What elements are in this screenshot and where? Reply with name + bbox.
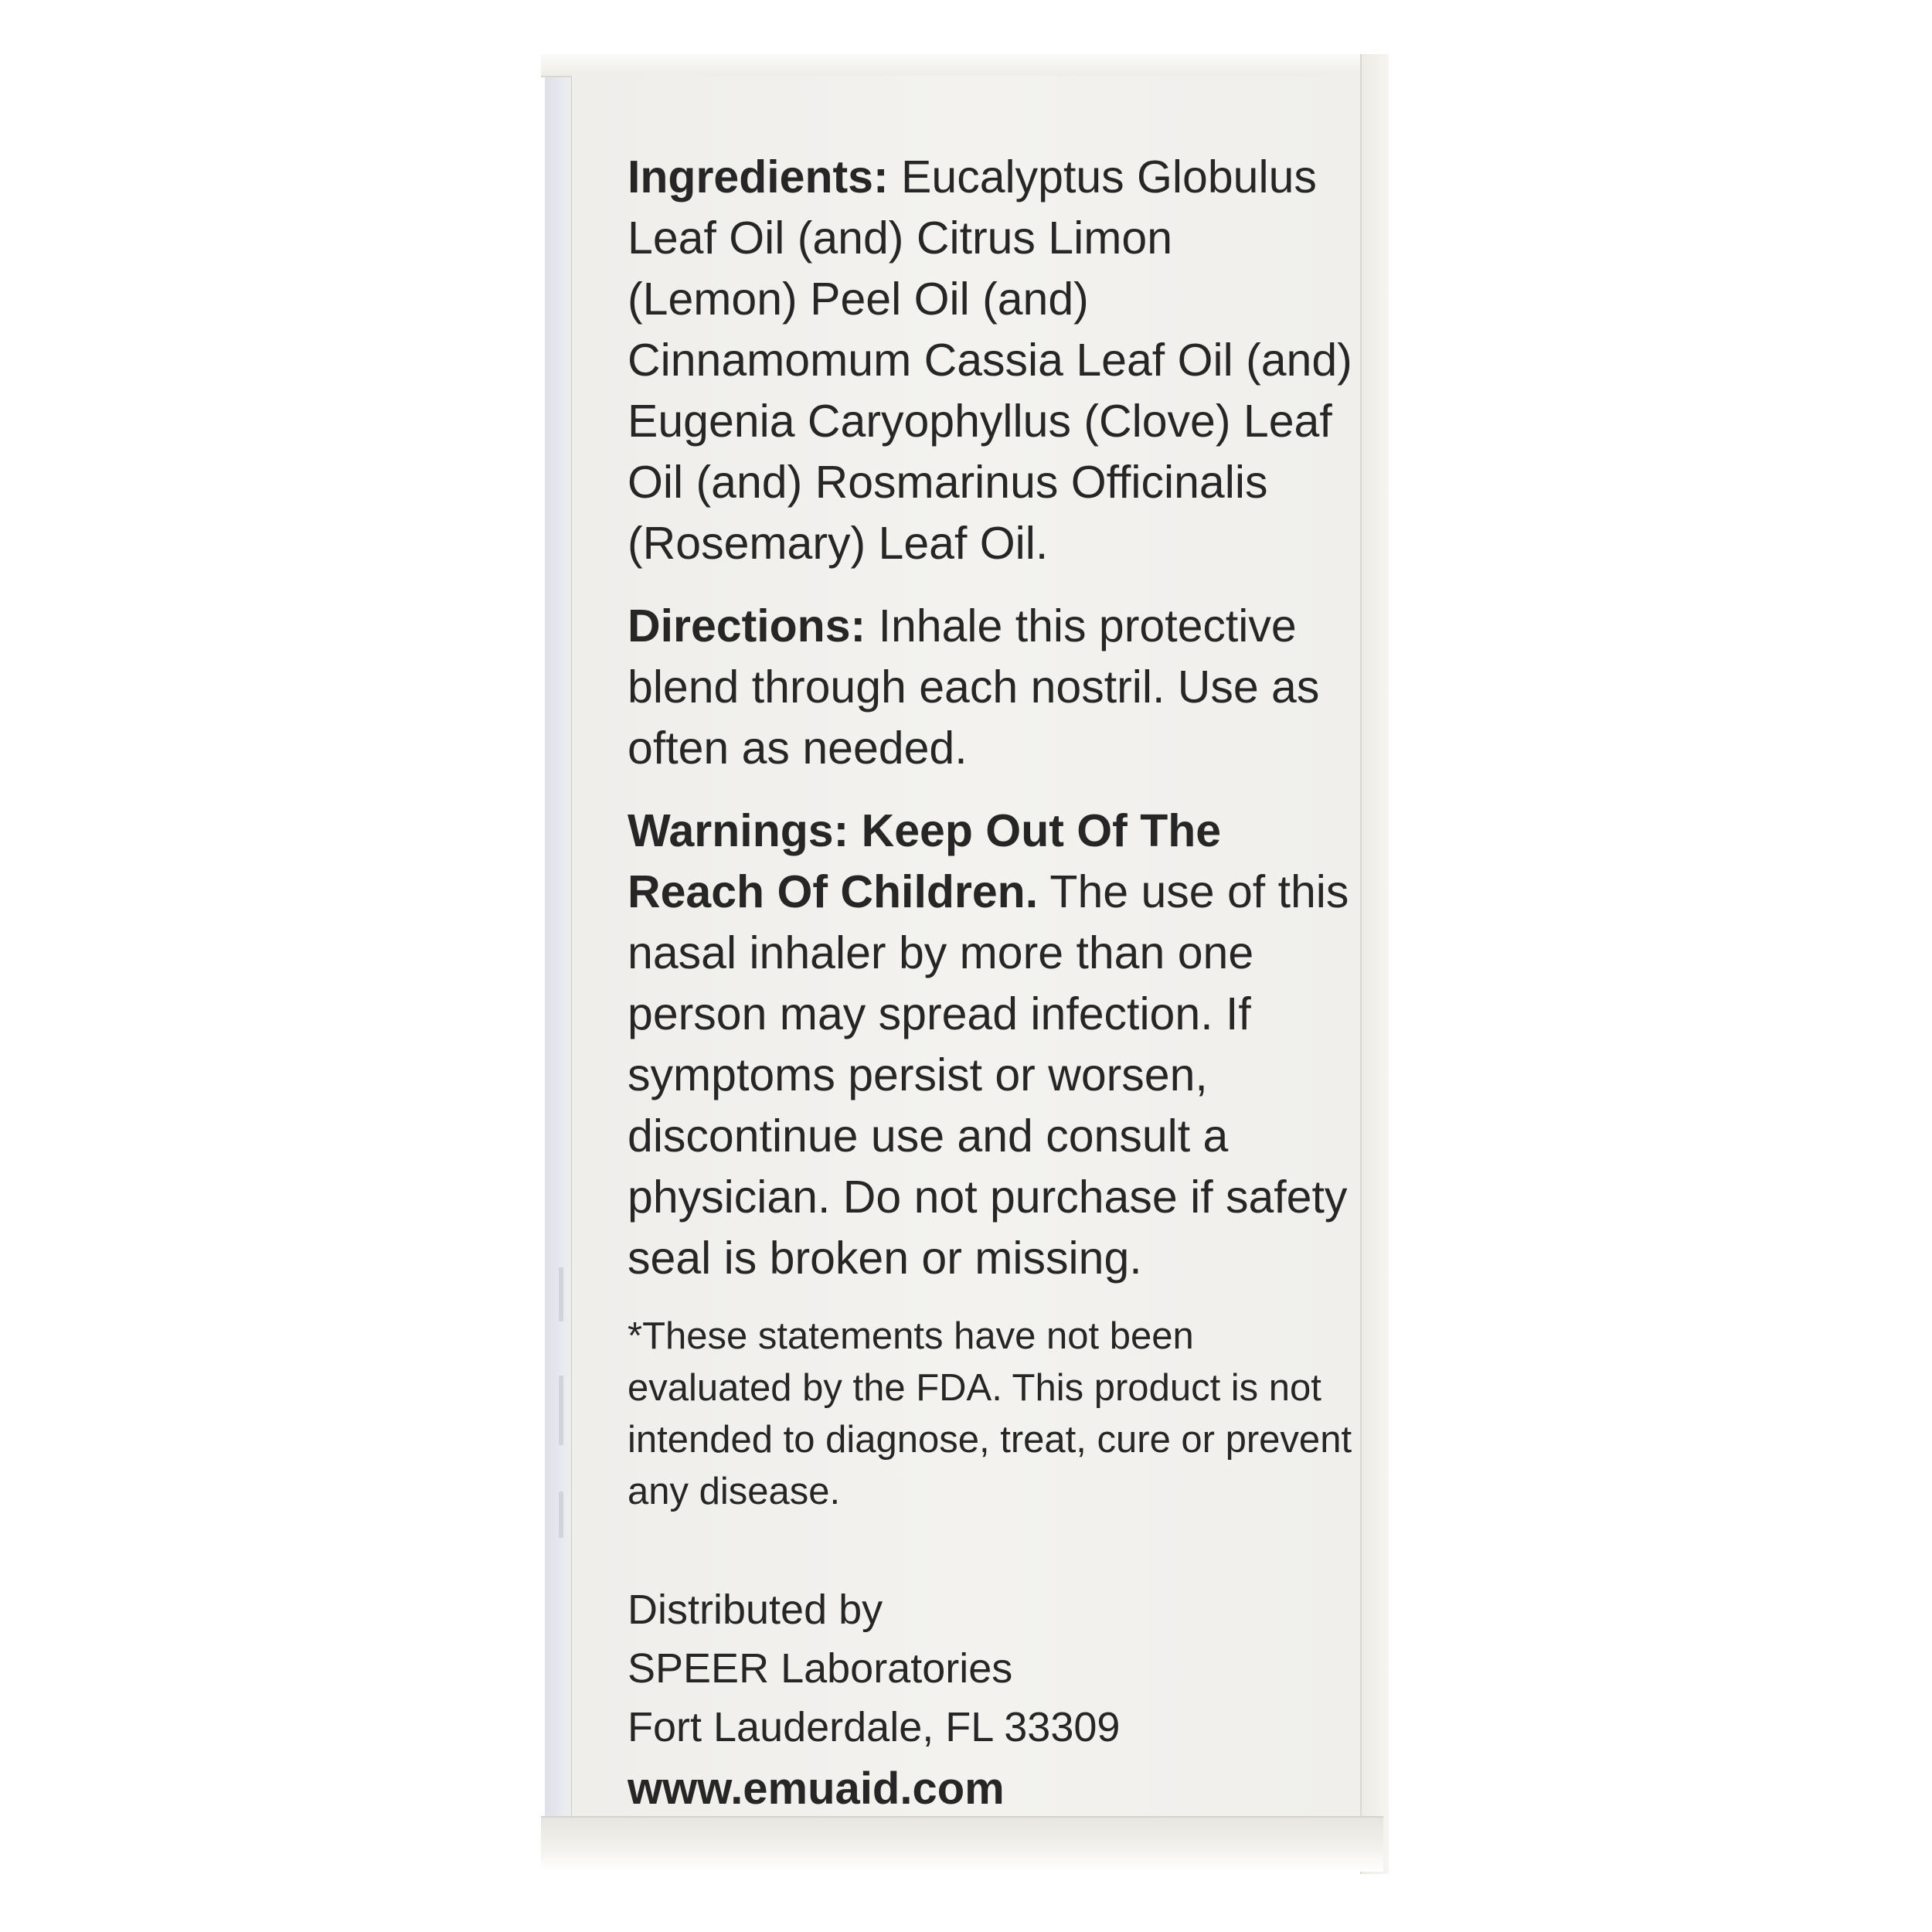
box-left-side [545,77,573,1816]
box-side-print-mark [559,1376,563,1445]
distributed-by-label: Distributed by [628,1587,883,1633]
distributor-block [628,1580,1323,1818]
box-side-print-mark [559,1492,563,1538]
ingredients-paragraph [628,147,1354,574]
directions-paragraph [628,596,1354,779]
box-side-print-mark [559,1267,563,1321]
box-bottom-edge [541,1816,1383,1872]
directions-heading: Directions: [628,600,866,651]
warnings-text: The use of this nasal inhaler by more than one person may spread infection. If symptoms persist or worsen, discontinue use and consult a physician. Do not purchase if safety seal is broken or missing. [628,866,1349,1284]
warnings-paragraph [628,801,1354,1289]
box-top-edge [541,54,1383,77]
distributor-address: Fort Lauderdale, FL 33309 [628,1704,1121,1750]
ingredients-text: Eucalyptus Globulus Leaf Oil (and) Citrus Limon (Lemon) Peel Oil (and) Cinnamomum Cassia Leaf Oil (and) Eugenia Caryophyllus (Clove) Leaf Oil (and) Rosmarinus Officinalis (Rosemary) Leaf Oil. [628,151,1352,569]
box-right-flap [1360,54,1389,1874]
warnings-heading: Warnings: Keep Out Of The Reach Of Children. [628,805,1222,917]
directions-text: Inhale this protective blend through each nostril. Use as often as needed. [628,600,1320,774]
fda-disclaimer: *These statements have not been evaluated by the FDA. This product is not intended to diagnose, treat, cure or prevent any disease. [628,1315,1352,1512]
distributor-name: SPEER Laboratories [628,1645,1013,1692]
ingredients-heading: Ingredients: [628,151,889,202]
website-url: www.emuaid.com [628,1764,1005,1814]
label-text-block [628,147,1354,1539]
